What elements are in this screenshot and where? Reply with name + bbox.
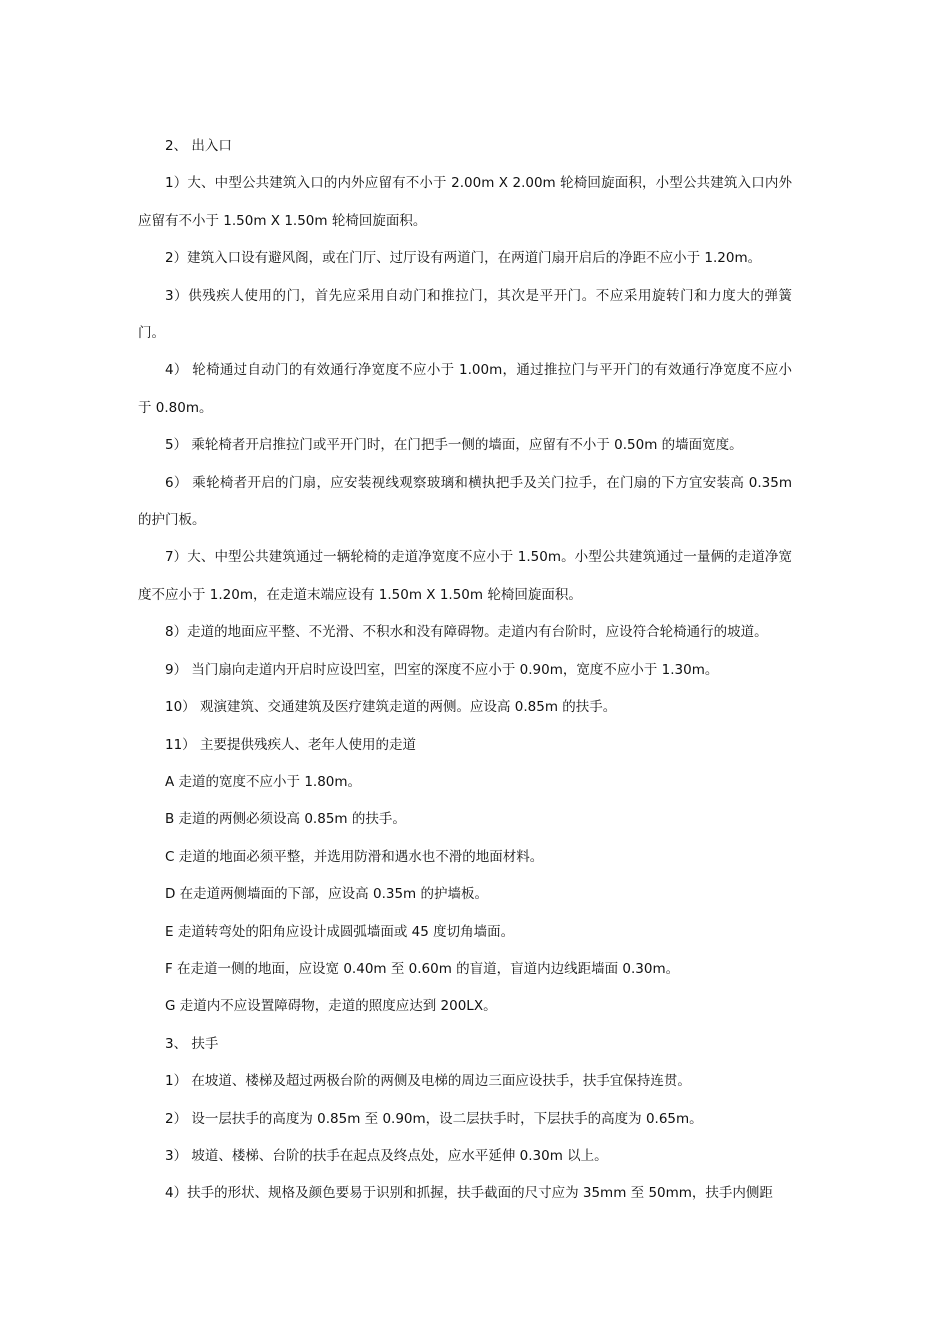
paragraph-handrail-4: 4）扶手的形状、规格及颜色要易于识别和抓握，扶手截面的尺寸应为 35mm 至 50mm，扶手内侧距 xyxy=(165,1185,773,1202)
paragraph-entrance-1: 1）大、中型公共建筑入口的内外应留有不小于 2.00m X 2.00m 轮椅回旋面积，小型公共建筑入口内外应留有不小于 1.50m X 1.50m 轮椅回旋面积。 xyxy=(138,175,792,229)
list-item-c: C 走道的地面必须平整，并选用防滑和遇水也不滑的地面材料。 xyxy=(165,848,544,865)
list-item-g: G 走道内不应设置障碍物，走道的照度应达到 200LX。 xyxy=(165,998,497,1015)
list-item-e: E 走道转弯处的阳角应设计成圆弧墙面或 45 度切角墙面。 xyxy=(165,923,515,940)
paragraph-entrance-7: 7）大、中型公共建筑通过一辆轮椅的走道净宽度不应小于 1.50m。小型公共建筑通过一量俩的走道净宽度不应小于 1.20m，在走道末端应设有 1.50m X 1.50m 轮椅回旋面积。 xyxy=(138,549,792,603)
paragraph-handrail-1: 1） 在坡道、楼梯及超过两极台阶的两侧及电梯的周边三面应设扶手，扶手宜保持连贯。 xyxy=(165,1073,691,1090)
list-item-a: A 走道的宽度不应小于 1.80m。 xyxy=(165,773,362,790)
paragraph-entrance-6: 6） 乘轮椅者开启的门扇，应安装视线观察玻璃和横执把手及关门拉手，在门扇的下方宜安装高 0.35m 的护门板。 xyxy=(138,474,792,529)
paragraph-entrance-9: 9） 当门扇向走道内开启时应设凹室，凹室的深度不应小于 0.90m，宽度不应小于 1.30m。 xyxy=(165,661,719,678)
paragraph-handrail-3: 3） 坡道、楼梯、台阶的扶手在起点及终点处，应水平延伸 0.30m 以上。 xyxy=(165,1147,608,1164)
paragraph-entrance-2: 2）建筑入口设有避风阁，或在门厅、过厅设有两道门，在两道门扇开启后的净距不应小于 1.20m。 xyxy=(165,250,762,267)
list-item-d: D 在走道两侧墙面的下部，应设高 0.35m 的护墙板。 xyxy=(165,886,488,903)
paragraph-handrail-2: 2） 设一层扶手的高度为 0.85m 至 0.90m，设二层扶手时，下层扶手的高度为 0.65m。 xyxy=(165,1110,703,1127)
list-item-f: F 在走道一侧的地面，应设宽 0.40m 至 0.60m 的盲道，盲道内边线距墙面 0.30m。 xyxy=(165,960,680,977)
paragraph-entrance-4: 4） 轮椅通过自动门的有效通行净宽度不应小于 1.00m，通过推拉门与平开门的有效通行净宽度不应小于 0.80m。 xyxy=(138,362,792,416)
heading-handrail: 3、 扶手 xyxy=(165,1035,219,1052)
paragraph-entrance-11: 11） 主要提供残疾人、老年人使用的走道 xyxy=(165,736,416,753)
document-body xyxy=(138,128,792,1213)
paragraph-entrance-10: 10） 观演建筑、交通建筑及医疗建筑走道的两侧。应设高 0.85m 的扶手。 xyxy=(165,699,617,716)
heading-entrance: 2、 出入口 xyxy=(165,138,232,154)
paragraph-entrance-8: 8）走道的地面应平整、不光滑、不积水和没有障碍物。走道内有台阶时，应设符合轮椅通行的坡道。 xyxy=(165,624,768,641)
paragraph-entrance-3: 3）供残疾人使用的门，首先应采用自动门和推拉门，其次是平开门。不应采用旋转门和力度大的弹簧门。 xyxy=(138,287,792,342)
list-item-b: B 走道的两侧必须设高 0.85m 的扶手。 xyxy=(165,811,406,828)
paragraph-entrance-5: 5） 乘轮椅者开启推拉门或平开门时，在门把手一侧的墙面，应留有不小于 0.50m 的墙面宽度。 xyxy=(165,437,743,454)
